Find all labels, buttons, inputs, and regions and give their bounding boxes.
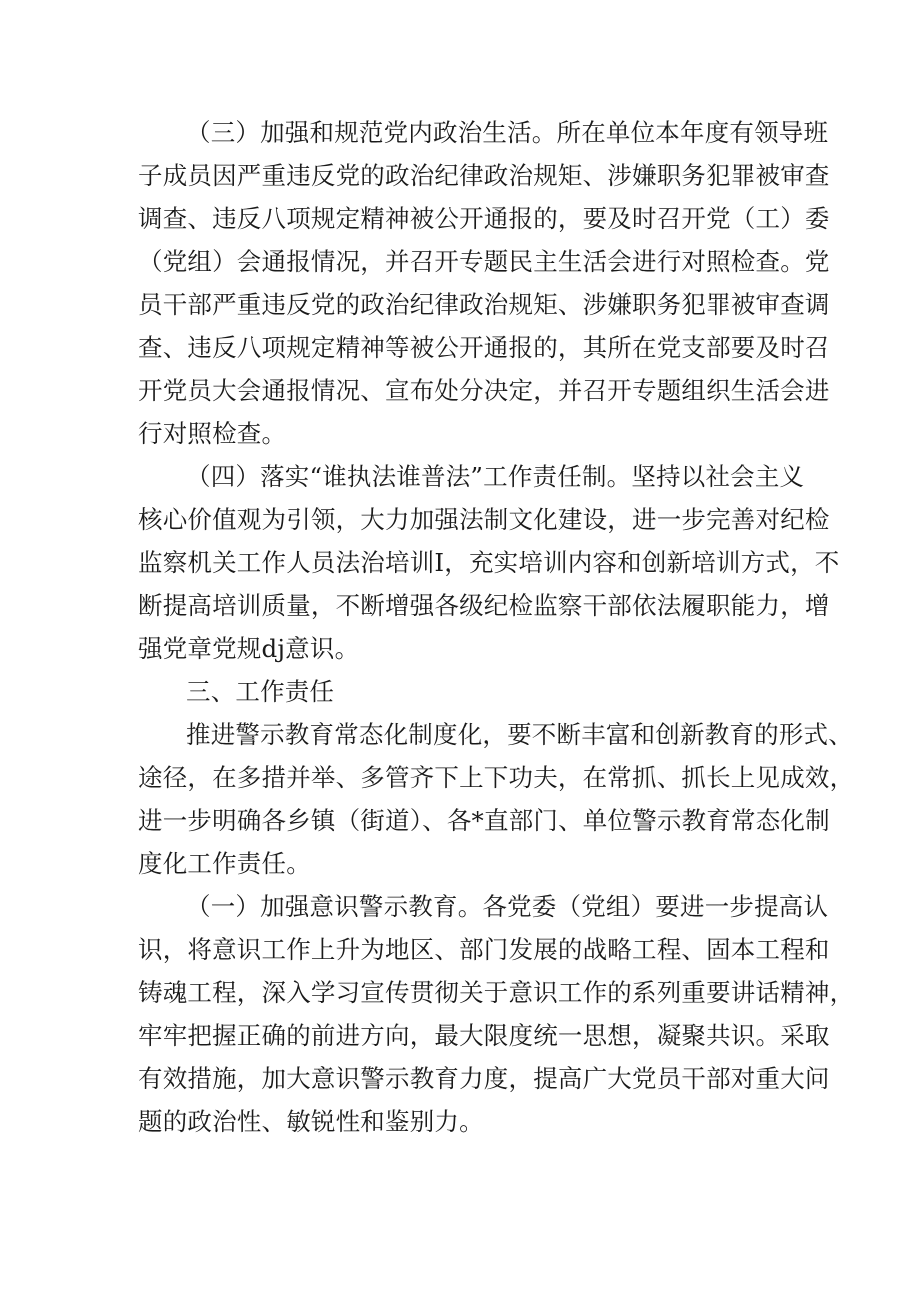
paragraph-line: 有效措施，加大意识警示教育力度，提高广大党员干部对重大问 (138, 1064, 830, 1093)
paragraph-line: 度化工作责任。 (138, 849, 311, 878)
paragraph-line: （一）加强意识警示教育。各党委（党组）要进一步提高认 (186, 892, 829, 921)
paragraph-line: 核心价值观为引领，大力加强法制文化建设，进一步完善对纪检 (138, 505, 830, 534)
paragraph-line: 识，将意识工作上升为地区、部门发展的战略工程、固本工程和 (138, 935, 830, 964)
paragraph-line: 调查、违反八项规定精神被公开通报的，要及时召开党（工）委 (138, 204, 830, 233)
paragraph-line: 进一步明确各乡镇（街道）、各*直部门、单位警示教育常态化制 (138, 806, 830, 835)
paragraph-line: （三）加强和规范党内政治生活。所在单位本年度有领导班 (186, 118, 829, 147)
paragraph-line: 铸魂工程，深入学习宣传贯彻关于意识工作的系列重要讲话精神， (138, 978, 855, 1007)
paragraph-line: 断提高培训质量，不断增强各级纪检监察干部依法履职能力，增 (138, 591, 830, 620)
paragraph-line: 查、违反八项规定精神等被公开通报的，其所在党支部要及时召 (138, 333, 830, 362)
paragraph-line: （四）落实“谁执法谁普法”工作责任制。坚持以社会主义 (186, 462, 805, 491)
paragraph-line: 强党章党规dj意识。 (138, 634, 360, 663)
paragraph-line: 行对照检查。 (138, 419, 287, 448)
paragraph-line: 题的政治性、敏锐性和鉴别力。 (138, 1107, 484, 1136)
paragraph-line: 牢牢把握正确的前进方向，最大限度统一思想，凝聚共识。采取 (138, 1021, 830, 1050)
paragraph-line: 推进警示教育常态化制度化，要不断丰富和创新教育的形式、 (186, 720, 853, 749)
paragraph-line: 监察机关工作人员法治培训I，充实培训内容和创新培训方式，不 (138, 548, 840, 577)
paragraph-line: 子成员因严重违反党的政治纪律政治规矩、涉嫌职务犯罪被审查 (138, 161, 830, 190)
section-heading: 三、工作责任 (186, 677, 335, 706)
paragraph-line: 途径，在多措并举、多管齐下上下功夫，在常抓、抓长上见成效， (138, 763, 855, 792)
paragraph-line: 开党员大会通报情况、宣布处分决定，并召开专题组织生活会进 (138, 376, 830, 405)
paragraph-line: （党组）会通报情况，并召开专题民主生活会进行对照检查。党 (138, 247, 830, 276)
paragraph-line: 员干部严重违反党的政治纪律政治规矩、涉嫌职务犯罪被审查调 (138, 290, 830, 319)
